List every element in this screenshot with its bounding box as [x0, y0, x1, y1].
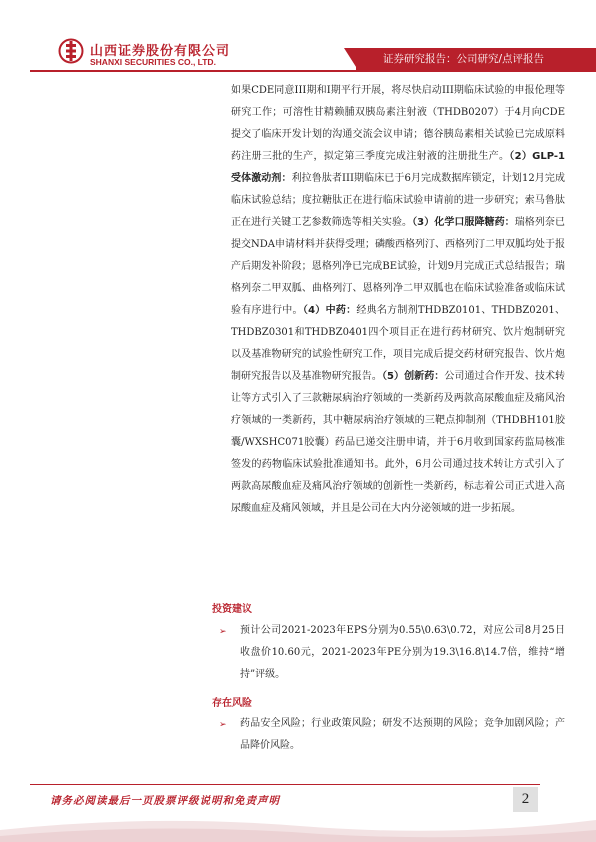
paragraph-p5: 公司通过合作开发、技术转让等方式引入了三款糖尿病治疗领域的一类新药及两款高尿酸血症及痛风治疗领域的一类新药，其中糖尿病治疗领域的三靶点抑制剂（THDBH101胶囊/WXSHC071胶囊）药品已递交注册申请，并于6月收到国家药监局核准签发的药物临床试验批准通知书。此外，6月公司通过技术转让方式引入了两款高尿酸血症及痛风治疗领域的创新性一类新药，标志着公司正式进入高尿酸血症及痛风领域，并且是公司在大内分泌领域的进一步拓展。: [231, 371, 566, 514]
page-number: 2: [513, 787, 538, 812]
bullet-arrow-icon: ➢: [219, 720, 227, 730]
section-label-oral: （3）化学口服降糖药：: [412, 217, 515, 228]
company-name-en: SHANXI SECURITIES CO., LTD.: [90, 57, 216, 67]
paragraph-p4: 经典名方制剂THDBZ0101、THDBZ0201、THDBZ0301和THDBZ0401四个项目正在进行药材研究、饮片炮制研究以及基准物研究的试验性研究工作，项目完成后提交药材研究报告、饮片炮制研究报告以及基准物研究报告。: [231, 305, 566, 382]
invest-section-title: 投资建议: [212, 604, 252, 615]
footer-divider: [30, 784, 540, 785]
company-logo-icon: [58, 38, 84, 64]
paragraph-p2: 利拉鲁肽者III期临床已于6月完成数据库锁定，计划12月完成临床试验总结；度拉糖肽正在进行临床试验申请前的进一步研究；索马鲁肽正在进行关键工艺参数筛选等相关实验。: [231, 173, 566, 228]
footer-decoration: [0, 812, 596, 842]
section-label-tcm: （4）中药：: [302, 305, 357, 316]
bullet-arrow-icon: ➢: [219, 627, 227, 637]
risk-text: 药品安全风险；行业政策风险；研发不达预期的风险；竞争加剧风险；产品降价风险。: [240, 718, 565, 751]
company-name-cn: 山西证券股份有限公司: [90, 44, 231, 59]
invest-text: 预计公司2021-2023年EPS分别为0.55\0.63\0.72，对应公司8月25日收盘价10.60元，2021-2023年PE分别为19.3\16.8\14.7倍，维持“增持”评级。: [240, 625, 565, 680]
section-label-innovative: （5）创新药：: [381, 371, 445, 382]
risk-section-title: 存在风险: [212, 698, 252, 709]
section-label-glp1: （2）GLP-1受体激动剂：: [231, 151, 565, 184]
header-divider: [30, 70, 596, 72]
report-type-label: 证券研究报告：公司研究/点评报告: [383, 53, 545, 65]
body-paragraph: [231, 80, 565, 520]
page-header: [0, 0, 596, 76]
paragraph-p1: 如果CDE同意III期和I期平行开展，将尽快启动III期临床试验的申报伦理等研究工作；可溶性甘精赖脯双胰岛素注射液（THDB0207）于4月向CDE提交了临床开发计划的沟通交流会议申请；德谷胰岛素相关试验已完成原料药注册三批的生产，拟定第三季度完成注射液的注册批生产。: [231, 85, 565, 162]
paragraph-p3: 瑞格列奈已提交NDA申请材料并获得受理；磷酸西格列汀、西格列汀二甲双胍均处于报产后期发补阶段；恩格列净已完成BE试验，计划9月完成正式总结报告；瑞格列奈二甲双胍、曲格列汀、恩格列净二甲双胍也在临床试验准备或临床试验有序进行中。: [231, 217, 565, 316]
footer-disclaimer: 请务必阅读最后一页股票评级说明和免责声明: [50, 795, 280, 807]
